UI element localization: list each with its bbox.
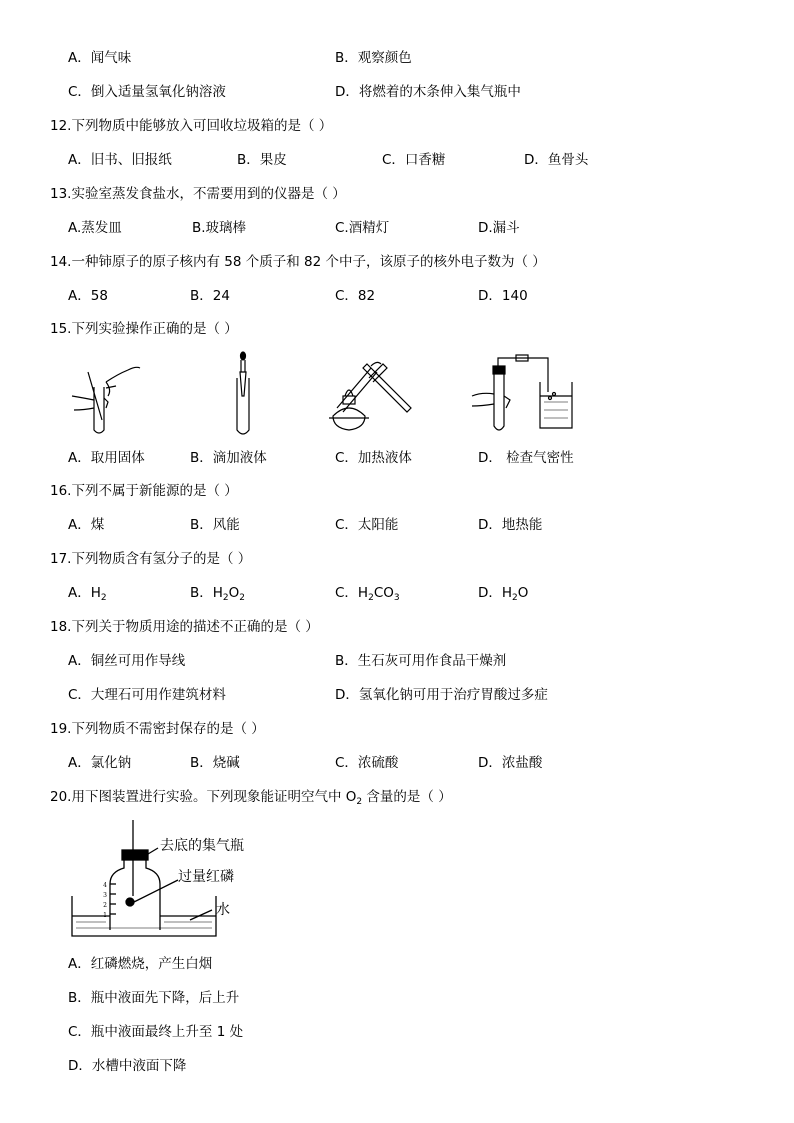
q19-option-b: B．烧碱	[190, 755, 240, 771]
q18-option-b: B．生石灰可用作食品干燥剂	[335, 653, 507, 669]
q11-option-b: B．观察颜色	[335, 50, 412, 66]
q12-option-c: C．口香糖	[382, 152, 446, 168]
q14-option-a: A．58	[68, 288, 108, 304]
q19-option-a: A．氯化钠	[68, 755, 132, 771]
q17-option-d: D．$H_2O$	[478, 585, 529, 603]
q19-stem: 19.下列物质不需密封保存的是（ ）	[50, 721, 265, 737]
q17-option-c: C．$H_2CO_3$	[335, 585, 400, 603]
q16-option-d: D．地热能	[478, 517, 543, 533]
q15-option-d: D． 检查气密性	[478, 450, 574, 466]
q16-option-a: A．煤	[68, 517, 105, 533]
label-bottle: 去底的集气瓶	[160, 838, 244, 854]
q20-stem: 20.用下图装置进行实验。下列现象能证明空气中 $O_2$ 含量的是（ ）	[50, 789, 452, 807]
q16-option-c: C．太阳能	[335, 517, 399, 533]
q15-stem: 15.下列实验操作正确的是（ ）	[50, 321, 238, 337]
q16-stem: 16.下列不属于新能源的是（ ）	[50, 483, 238, 499]
q12-option-a: A．旧书、旧报纸	[68, 152, 172, 168]
q13-option-d: D.漏斗	[478, 220, 520, 236]
q13-option-b: B.玻璃棒	[192, 220, 247, 236]
figure-heat-liquid	[323, 356, 418, 436]
q20-option-a: A．红磷燃烧，产生白烟	[68, 956, 213, 972]
q18-option-a: A．铜丝可用作导线	[68, 653, 186, 669]
q16-option-b: B．风能	[190, 517, 240, 533]
q11-option-a: A．闻气味	[68, 50, 132, 66]
q14-option-d: D．140	[478, 288, 528, 304]
q15-option-a: A．取用固体	[68, 450, 145, 466]
q20-option-c: C．瓶中液面最终上升至 1 处	[68, 1024, 244, 1040]
q18-option-c: C．大理石可用作建筑材料	[68, 687, 226, 703]
label-phosphorus: 过量红磷	[178, 869, 234, 885]
figure-drop-liquid	[228, 350, 258, 440]
q17-option-b: B．$H_2O_2$	[190, 585, 246, 603]
label-water: 水	[216, 902, 230, 918]
q17-stem: 17.下列物质含有氢分子的是（ ）	[50, 551, 252, 567]
q19-option-c: C．浓硫酸	[335, 755, 399, 771]
scale-label-1: 1	[103, 912, 107, 919]
q15-option-c: C．加热液体	[335, 450, 412, 466]
q15-option-b: B．滴加液体	[190, 450, 267, 466]
q12-stem: 12.下列物质中能够放入可回收垃圾箱的是（ ）	[50, 118, 333, 134]
q11-option-d: D．将燃着的木条伸入集气瓶中	[335, 84, 521, 100]
q13-option-c: C.酒精灯	[335, 220, 390, 236]
figure-check-airtight	[468, 352, 583, 437]
q13-option-a: A.蒸发皿	[68, 220, 122, 236]
q11-option-c: C．倒入适量氢氧化钠溶液	[68, 84, 226, 100]
q14-option-c: C．82	[335, 288, 376, 304]
q18-stem: 18.下列关于物质用途的描述不正确的是（ ）	[50, 619, 319, 635]
figure-oxygen-apparatus	[66, 818, 266, 940]
q12-option-b: B．果皮	[237, 152, 287, 168]
scale-label-3: 3	[103, 892, 107, 899]
q12-option-d: D．鱼骨头	[524, 152, 589, 168]
q20-option-b: B．瓶中液面先下降，后上升	[68, 990, 240, 1006]
q19-option-d: D．浓盐酸	[478, 755, 543, 771]
scale-label-4: 4	[103, 882, 107, 889]
figure-take-solid	[66, 352, 146, 437]
q17-option-a: A．$H_2$	[68, 585, 107, 603]
q20-option-d: D．水槽中液面下降	[68, 1058, 187, 1074]
q14-stem: 14.一种铈原子的原子核内有 58 个质子和 82 个中子，该原子的核外电子数为（ ）	[50, 254, 546, 270]
q14-option-b: B．24	[190, 288, 230, 304]
q13-stem: 13.实验室蒸发食盐水，不需要用到的仪器是（ ）	[50, 186, 346, 202]
q18-option-d: D．氢氧化钠可用于治疗胃酸过多症	[335, 687, 548, 703]
scale-label-2: 2	[103, 902, 107, 909]
